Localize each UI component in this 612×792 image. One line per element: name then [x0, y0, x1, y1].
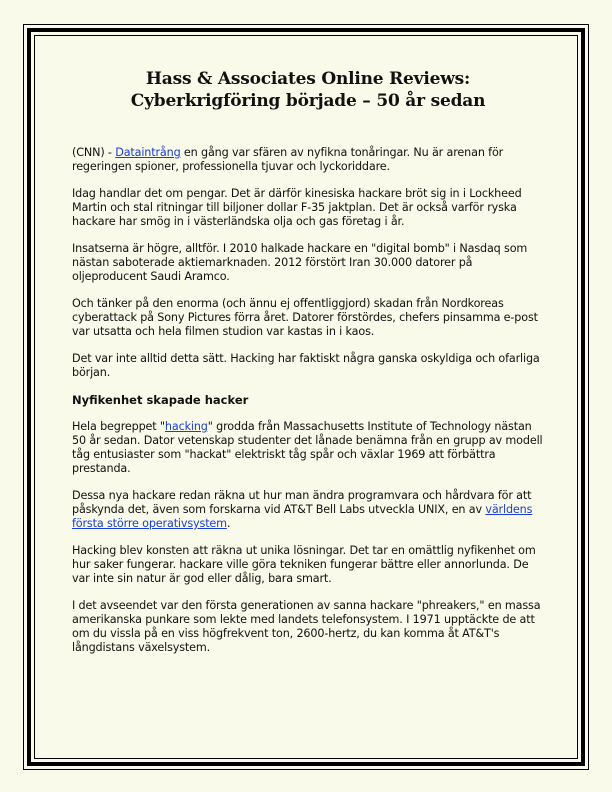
- title-line-1: Hass & Associates Online Reviews:: [145, 69, 471, 89]
- paragraph-unix: [72, 489, 544, 531]
- paragraph-sony: Och tänker på den enorma (och ännu ej offentliggjord) skadan från Nordkoreas cyberattack på Sony Pictures förra året. Datorer förstördes, chefers pinsamma e-post var utsatta och hela filmen studion var kastas in i kaos.: [72, 297, 538, 338]
- paragraph-not-always: Det var inte alltid detta sätt. Hacking har faktiskt några ganska oskyldiga och ofarliga början.: [72, 352, 540, 379]
- link-hacking[interactable]: hacking: [164, 420, 208, 433]
- link-dataintrang[interactable]: Dataintrång: [115, 146, 181, 159]
- paragraph-stakes: Insatserna är högre, alltför. I 2010 halkade hackare en "digital bomb" i Nasdaq som nästan saboterade aktiemarknaden. 2012 förstört Iran 30.000 datorer på oljeproducent Saudi Aramco.: [72, 242, 528, 283]
- paragraph-unix-suffix: .: [226, 517, 231, 530]
- link-operating-system[interactable]: världens första större operativsystem: [72, 503, 533, 530]
- paragraph-unix-text: Dessa nya hackare redan räkna ut hur man ändra programvara och hårdvara för att påskynda det, även som forskarna vid AT&T Bell Labs utveckla UNIX, en av: [72, 489, 532, 516]
- paragraph-hacking-origin: [72, 420, 544, 476]
- document-title: [72, 68, 544, 112]
- paragraph-intro: [72, 146, 544, 174]
- title-line-2: Cyberkrigföring började – 50 år sedan: [130, 91, 486, 111]
- document-body: [72, 68, 544, 668]
- paragraph-hacking-text: " grodda från Massachusetts Institute of Technology nästan 50 år sedan. Dator vetenskap studenter det lånade benämna från en grupp av modell tåg entusiaster som "hackat" elektriskt tåg spår och växlar 1969 att förbättra prestanda.: [72, 420, 543, 475]
- paragraph-phreakers: I det avseendet var den första generationen av sanna hackare "phreakers," en massa amerikanska punkare som lekte med landets telefonsystem. I 1971 upptäckte de att om du vissla på en viss högfrekvent ton, 2600-hertz, du kan komma åt AT&T's långdistans växelsystem.: [72, 599, 541, 654]
- paragraph-money: Idag handlar det om pengar. Det är därför kinesiska hackare bröt sig in i Lockheed Martin och stal ritningar till biljoner dollar F-35 jaktplan. Det är också varför ryska hackare har smög in i västerländska olja och gas företag i år.: [72, 187, 522, 228]
- paragraph-intro-prefix: (CNN) -: [72, 146, 116, 159]
- paragraph-intro-text: en gång var sfären av nyfikna tonåringar. Nu är arenan för regeringen spioner, professionella tjuvar och lyckoriddare.: [72, 146, 504, 173]
- paragraph-art-of-hacking: Hacking blev konsten att räkna ut unika lösningar. Det tar en omättlig nyfikenhet om hur saker fungerar. hackare ville göra tekniken fungerar bättre eller annorlunda. De var inte sin natur är god eller dålig, bara smart.: [72, 544, 536, 585]
- paragraph-hacking-prefix: Hela begreppet ": [72, 420, 165, 433]
- section-heading: Nyfikenhet skapade hacker: [72, 393, 249, 407]
